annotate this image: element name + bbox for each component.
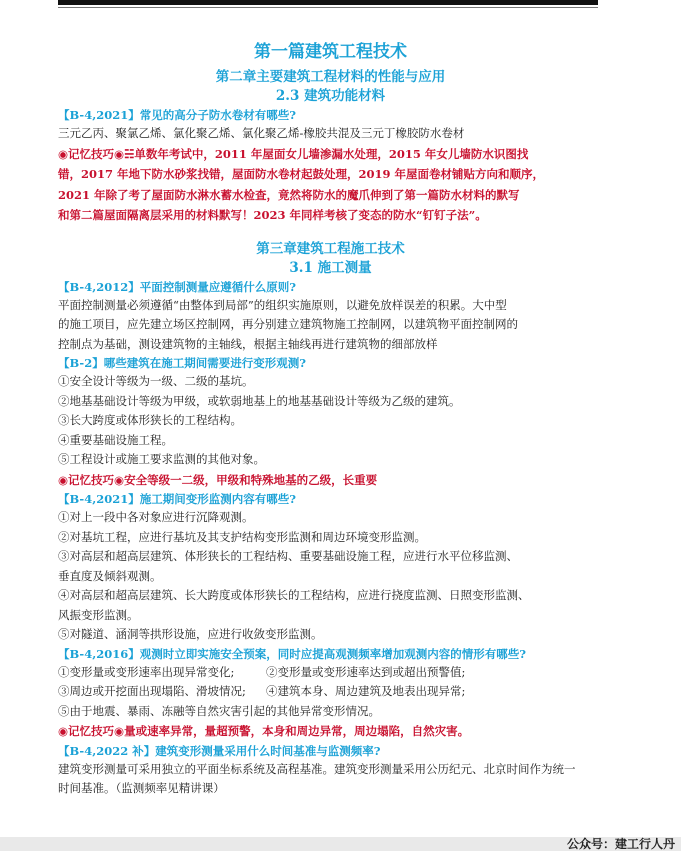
tip-line: 错，2017 年地下防水砂浆找错，屋面防水卷材起鼓处理，2019 年屋面卷材铺贴方向和顺序， xyxy=(58,167,545,181)
answer-line: 的施工项目，应先建立场区控制网，再分别建立建筑物施工控制网，以建筑物平面控制网的 xyxy=(58,317,518,331)
tip-line: ◉记忆技巧◉☵单数年考试中，2011 年屋面女儿墙渗漏水处理，2015 年女儿墙防水识图找 xyxy=(58,146,529,161)
footer-wechat-account: 公众号：建工行人丹 xyxy=(566,837,675,851)
question-4: 【B-4,2021】施工期间变形监测内容有哪些? xyxy=(58,492,296,506)
memory-tip-2: ◉记忆技巧◉安全等级一二级，甲级和特殊地基的乙级，长重要 xyxy=(58,472,378,487)
answer-item: ①变形量或变形速率出现异常变化; xyxy=(58,664,235,679)
answer-line: ③长大跨度或体形狭长的工程结构。 xyxy=(58,413,242,427)
answer-line: ①对上一段中各对象应进行沉降观测。 xyxy=(58,510,254,524)
answer-line: ④重要基础设施工程。 xyxy=(58,432,173,447)
question-6: 【B-4,2022 补】建筑变形测量采用什么时间基准与监测频率? xyxy=(58,743,381,758)
section-2-3-title: 2.3 建筑功能材料 xyxy=(275,88,386,104)
answer-line: ⑤对隧道、涵洞等拱形设施，应进行收敛变形监测。 xyxy=(58,627,323,641)
answer-row xyxy=(58,663,603,683)
top-rule xyxy=(58,0,598,5)
answer-line: 时间基准。（监测频率见精讲课） xyxy=(58,781,225,795)
memory-tip-3: ◉记忆技巧◉量或速率异常，量超预警，本身和周边异常，周边塌陷，自然灾害。 xyxy=(58,724,470,738)
part-title: 第一篇建筑工程技术 xyxy=(254,42,407,62)
top-thin-rule xyxy=(58,7,598,8)
tip-line: 和第二篇屋面隔离层采用的材料默写！2023 年同样考核了变态的防水“钉钉子法”。 xyxy=(58,208,487,222)
answer-line: ④对高层和超高层建筑、长大跨度或体形狭长的工程结构，应进行挠度监测、日照变形监测、 xyxy=(58,588,530,602)
answer-3 xyxy=(58,372,603,470)
answer-line: ⑤由于地震、暴雨、冻融等自然灾害引起的其他异常变形情况。 xyxy=(58,703,380,718)
answer-line: ②对基坑工程，应进行基坑及其支护结构变形监测和周边环境变形监测。 xyxy=(58,529,426,544)
chapter-3-title: 第三章建筑工程施工技术 xyxy=(256,240,405,257)
answer-line: ③对高层和超高层建筑、体形狭长的工程结构、重要基础设施工程，应进行水平位移监测、 xyxy=(58,549,518,563)
answer-line: 垂直度及倾斜观测。 xyxy=(58,568,162,583)
answer-line: 建筑变形测量可采用独立的平面坐标系统及高程基准。建筑变形测量采用公历纪元、北京时间作为统一 xyxy=(58,761,576,776)
answer-item: ④建筑本身、周边建筑及地表出现异常; xyxy=(266,684,466,698)
answer-line: ⑤工程设计或施工要求监测的其他对象。 xyxy=(58,452,265,466)
answer-row xyxy=(58,682,603,702)
answer-line: 平面控制测量必须遵循“由整体到局部”的组织实施原则，以避免放样误差的积累。大中型 xyxy=(58,297,507,312)
answer-6 xyxy=(58,760,603,799)
answer-line: 控制点为基础，测设建筑物的主轴线，根据主轴线再进行建筑物的细部放样 xyxy=(58,336,438,351)
answer-line: ①安全设计等级为一级、二级的基坑。 xyxy=(58,374,254,388)
answer-line: 风振变形监测。 xyxy=(58,607,139,622)
answer-2 xyxy=(58,296,603,355)
answer-line: ②地基基础设计等级为甲级，或软弱地基上的地基基础设计等级为乙级的建筑。 xyxy=(58,393,461,408)
answer-4 xyxy=(58,508,603,645)
question-2: 【B-4,2012】平面控制测量应遵循什么原则? xyxy=(58,279,296,294)
question-3: 【B-2】哪些建筑在施工期间需要进行变形观测? xyxy=(58,356,306,370)
document-page xyxy=(58,40,603,799)
answer-item: ③周边或开挖面出现塌陷、滑坡情况; xyxy=(58,684,246,698)
tip-line: 2021 年除了考了屋面防水淋水蓄水检查，竟然将防水的魔爪伸到了第一篇防水材料的默写 xyxy=(58,187,520,202)
question-1: 【B-4,2021】常见的高分子防水卷材有哪些? xyxy=(58,108,296,122)
section-3-1-title: 3.1 施工测量 xyxy=(289,259,372,276)
answer-5 xyxy=(58,663,603,722)
memory-tip-1 xyxy=(58,144,603,226)
answer-item: ②变形量或变形速率达到或超出预警值; xyxy=(266,664,466,679)
question-5: 【B-4,2016】观测时立即实施安全预案，同时应提高观测频率增加观测内容的情形有哪些? xyxy=(58,646,526,661)
answer-1: 三元乙丙、聚氯乙烯、氯化聚乙烯、氯化聚乙烯-橡胶共混及三元丁橡胶防水卷材 xyxy=(58,126,465,140)
chapter-2-title: 第二章主要建筑工程材料的性能与应用 xyxy=(215,69,446,85)
